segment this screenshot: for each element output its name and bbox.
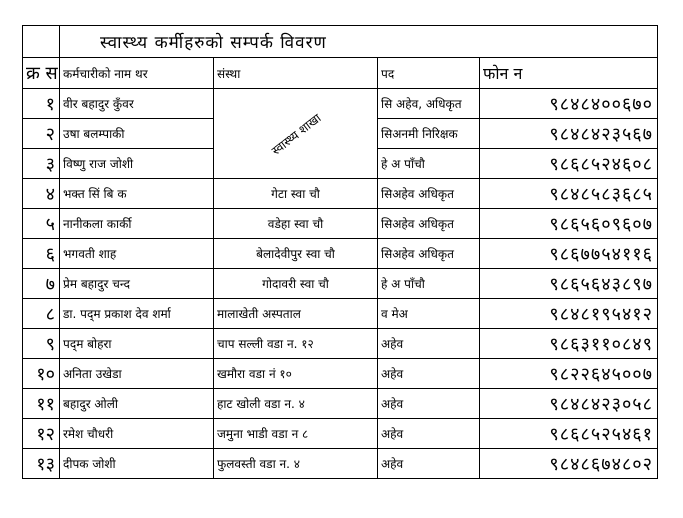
row-name: भक्त सिं बि क <box>60 179 214 209</box>
row-sn: १२ <box>23 419 60 449</box>
table-row <box>23 359 658 389</box>
header-name: कर्मचारीको नाम थर <box>60 58 214 89</box>
row-sn: १० <box>23 359 60 389</box>
row-phone: ९८४८६७४८०२ <box>480 449 658 479</box>
table-row <box>23 449 658 479</box>
row-sn: ६ <box>23 239 60 269</box>
header-row <box>23 58 658 89</box>
table-row <box>23 299 658 329</box>
row-post: सिअहेव अधिकृत <box>378 239 480 269</box>
row-org: गेटा स्वा चौ <box>214 179 378 209</box>
table-row <box>23 89 658 119</box>
table-row <box>23 269 658 299</box>
row-phone: ९८६८५२४६०८ <box>480 149 658 179</box>
row-org: वडेहा स्वा चौ <box>214 209 378 239</box>
header-post: पद <box>378 58 480 89</box>
row-post: सिअहेव अधिकृत <box>378 179 480 209</box>
merged-org-label: स्वास्थ्य शाखा <box>268 110 324 158</box>
row-org: फुलवस्ती वडा न. ४ <box>214 449 378 479</box>
table-row <box>23 389 658 419</box>
row-post: अहेव <box>378 389 480 419</box>
row-name: भगवती शाह <box>60 239 214 269</box>
row-phone: ९८४८४००६७० <box>480 89 658 119</box>
row-sn: ३ <box>23 149 60 179</box>
row-name: अनिता उखेडा <box>60 359 214 389</box>
contact-table <box>22 25 658 479</box>
row-post: सि अहेव, अधिकृत <box>378 89 480 119</box>
title-blank-cell <box>23 26 60 58</box>
row-post: हे अ पाँचौ <box>378 269 480 299</box>
row-sn: १३ <box>23 449 60 479</box>
row-sn: २ <box>23 119 60 149</box>
header-phone: फोन न <box>480 58 658 89</box>
row-name: वीर बहादुर कुँवर <box>60 89 214 119</box>
row-sn: ११ <box>23 389 60 419</box>
table-row <box>23 329 658 359</box>
row-sn: ५ <box>23 209 60 239</box>
row-name: उषा बलम्पाकी <box>60 119 214 149</box>
row-org: मालाखेती अस्पताल <box>214 299 378 329</box>
row-sn: १ <box>23 89 60 119</box>
row-name: नानीकला कार्की <box>60 209 214 239</box>
row-phone: ९८४८४२३०५८ <box>480 389 658 419</box>
row-phone: ९८६७७५४११६ <box>480 239 658 269</box>
row-post: अहेव <box>378 419 480 449</box>
row-post: सिअहेव अधिकृत <box>378 209 480 239</box>
row-name: विष्णु राज जोशी <box>60 149 214 179</box>
table-row <box>23 209 658 239</box>
merged-org-cell <box>214 89 378 179</box>
row-phone: ९८४८१९५४१२ <box>480 299 658 329</box>
row-sn: ४ <box>23 179 60 209</box>
row-post: अहेव <box>378 359 480 389</box>
row-org: हाट खोली वडा न. ४ <box>214 389 378 419</box>
row-phone: ९८६५६०९६०७ <box>480 209 658 239</box>
title-row <box>23 26 658 58</box>
row-name: दीपक जोशी <box>60 449 214 479</box>
row-name: बहादुर ओली <box>60 389 214 419</box>
row-post: अहेव <box>378 449 480 479</box>
header-org: संस्था <box>214 58 378 89</box>
row-post: सिअनमी निरिक्षक <box>378 119 480 149</box>
row-org: खमौरा वडा नं १० <box>214 359 378 389</box>
row-org: गोदावरी स्वा चौ <box>214 269 378 299</box>
row-org: चाप सल्ली वडा न. १२ <box>214 329 378 359</box>
header-sn: क्र स <box>23 58 60 89</box>
row-post: हे अ पाँचौ <box>378 149 480 179</box>
row-org: जमुना भाडी वडा न ८ <box>214 419 378 449</box>
table-title: स्वास्थ्य कर्मीहरुको सम्पर्क विवरण <box>60 26 658 58</box>
row-sn: ८ <box>23 299 60 329</box>
row-phone: ९८६८५२५४६१ <box>480 419 658 449</box>
row-phone: ९८४८४२३५६७ <box>480 119 658 149</box>
row-name: प्रेम बहादुर चन्द <box>60 269 214 299</box>
row-sn: ९ <box>23 329 60 359</box>
row-post: अहेव <box>378 329 480 359</box>
row-sn: ७ <box>23 269 60 299</box>
row-org: बेलादेवीपुर स्वा चौ <box>214 239 378 269</box>
row-name: पद्‌म बोहरा <box>60 329 214 359</box>
row-post: व मेअ <box>378 299 480 329</box>
row-phone: ९८२२६४५००७ <box>480 359 658 389</box>
row-phone: ९८४८५८३६८५ <box>480 179 658 209</box>
table-row <box>23 419 658 449</box>
row-phone: ९८६५६४३८९७ <box>480 269 658 299</box>
table-row <box>23 179 658 209</box>
row-name: रमेश चौधरी <box>60 419 214 449</box>
row-phone: ९८६३११०८४९ <box>480 329 658 359</box>
table-row <box>23 239 658 269</box>
row-name: डा. पद्‌म प्रकाश देव शर्मा <box>60 299 214 329</box>
